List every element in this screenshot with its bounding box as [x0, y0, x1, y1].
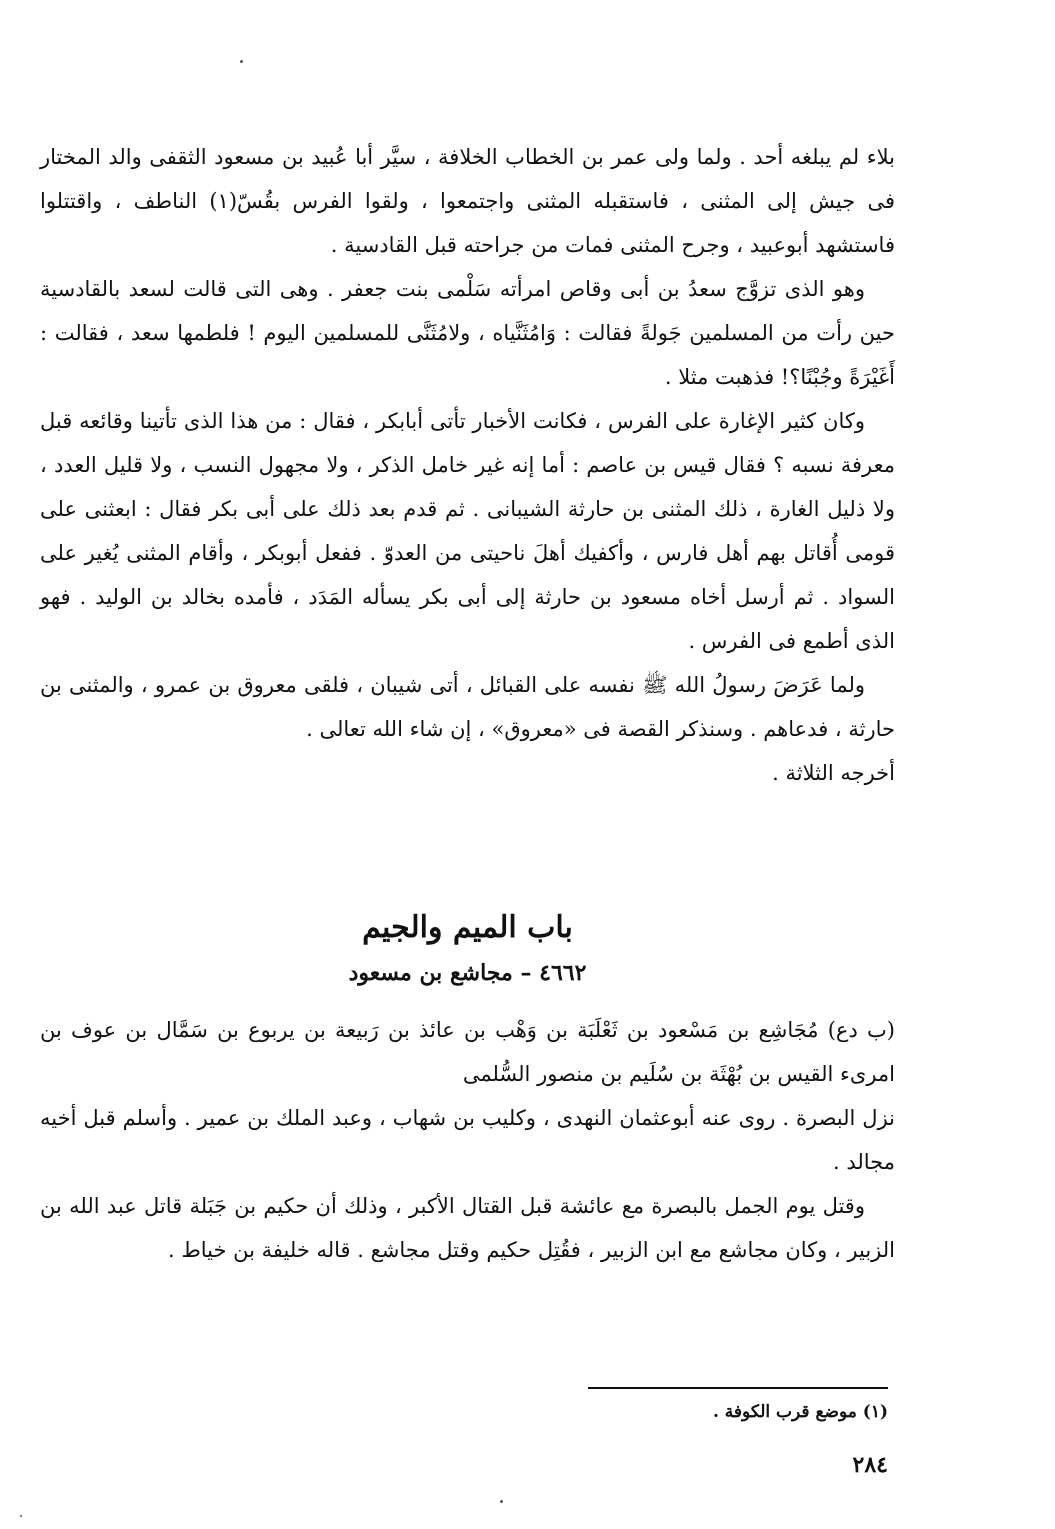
paragraph: نزل البصرة . روى عنه أبوعثمان النهدى ، وكليب بن شهاب ، وعبد الملك بن عمير . وأسلم قبل أخيه مجالد . — [40, 1106, 895, 1174]
scan-speck — [500, 1500, 503, 1503]
paragraph: وقتل يوم الجمل بالبصرة مع عائشة قبل القتال الأكبر ، وذلك أن حكيم بن جَبَلة قاتل عبد الله بن الزبير ، وكان مجاشع مع ابن الزبير ، فقُتِل حكيم وقتل مجاشع . قاله خليفة بن خياط . — [40, 1194, 895, 1262]
chapter-heading: باب الميم والجيم — [362, 910, 573, 945]
body-text-top — [40, 135, 895, 795]
footnote-divider — [588, 1387, 888, 1389]
paragraph: بلاء لم يبلغه أحد . ولما ولى عمر بن الخطاب الخلافة ، سيَّر أبا عُبيد بن مسعود الثقفى والد المختار فى جيش إلى المثنى ، فاستقبله المثنى واجتمعوا ، ولقوا الفرس بقُسّ(١) الناطف ، واقتتلوا فاستشهد أبوعبيد ، وجرح المثنى فمات من جراحته قبل القادسية . — [40, 145, 895, 257]
scan-speck — [240, 60, 243, 63]
entry-heading: ٤٦٦٢ – مجاشع بن مسعود — [348, 960, 587, 986]
paragraph: ولما عَرَضَ رسولُ الله ﷺ نفسه على القبائل ، أتى شيبان ، فلقى معروق بن عمرو ، والمثنى بن حارثة ، فدعاهم . وسنذكر القصة فى «معروق» ، إن شاء الله تعالى . — [40, 673, 895, 741]
paragraph: وهو الذى تزوَّج سعدُ بن أبى وقاص امرأته سَلْمى بنت جعفر . وهى التى قالت لسعد بالقادسية حين رأت من المسلمين جَولةً فقالت : وَامُثَنَّياه ، ولامُثَنَّى للمسلمين اليوم ! فلطمها سعد ، فقالت : أَغَيْرَةً وجُبْنًا؟! فذهبت مثلا . — [40, 277, 895, 389]
paragraph: أخرجه الثلاثة . — [772, 761, 895, 785]
paragraph: (ب دع) مُجَاشِع بن مَسْعود بن ثَعْلَبَة بن وَهْب بن عائذ بن رَبيعة بن يربوع بن سَمَّال بن عوف بن امرىء القيس بن بُهْثَة بن سُلَيم بن منصور السُّلمى — [40, 1018, 895, 1086]
body-text-entry — [40, 1008, 895, 1272]
scan-speck — [20, 1515, 22, 1517]
page-number: ٢٨٤ — [852, 1452, 888, 1478]
footnote: (١) موضع قرب الكوفة . — [712, 1402, 888, 1422]
paragraph: وكان كثير الإغارة على الفرس ، فكانت الأخبار تأتى أبابكر ، فقال : من هذا الذى تأتينا وقائعه قبل معرفة نسبه ؟ فقال قيس بن عاصم : أما إنه غير خامل الذكر ، ولا مجهول النسب ، ولا قليل العدد ، ولا ذليل الغارة ، ذلك المثنى بن حارثة الشيبانى . ثم قدم بعد ذلك على أبى بكر فقال : ابعثنى على قومى أُقاتل بهم أهل فارس ، وأكفيك أهلَ ناحيتى من العدوّ . ففعل أبوبكر ، وأقام المثنى يُغير على السواد . ثم أرسل أخاه مسعود بن حارثة إلى أبى بكر يسأله المَدَد ، فأمده بخالد بن الوليد . فهو الذى أطمع فى الفرس . — [40, 409, 895, 653]
